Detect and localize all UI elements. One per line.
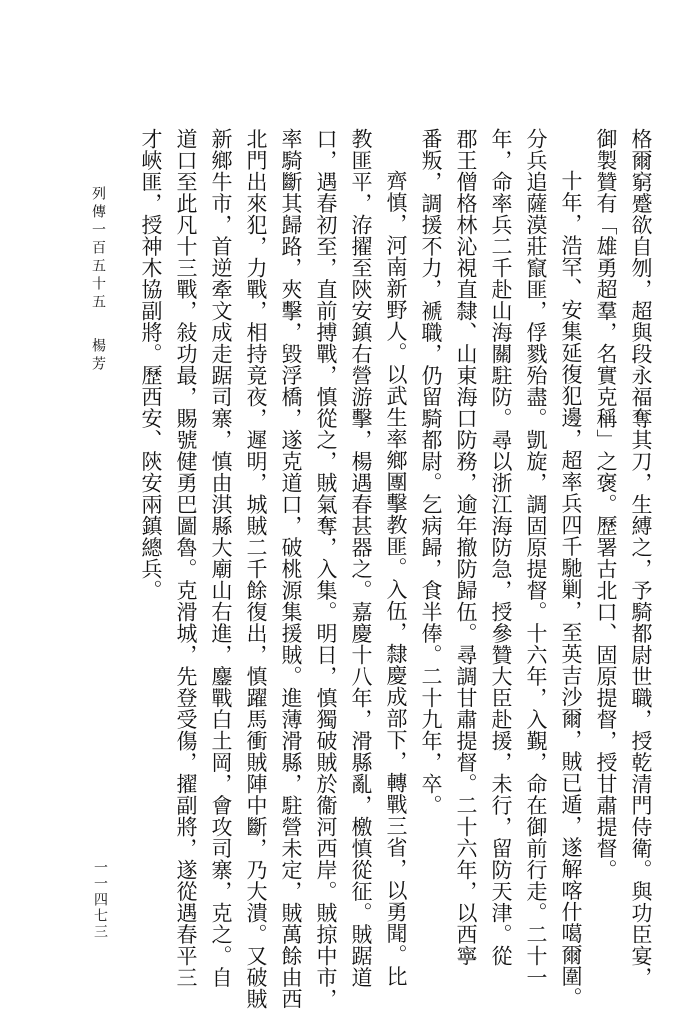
text-column: 北門出來犯，力戰，相持竟夜，遲明，城賊二千餘復出，慎躍馬衝賊陣中斷，乃大潰。又破賊 (244, 128, 268, 1010)
chapter-footer: 列傳一百五十五 (90, 186, 106, 312)
text-column: 口，遇春初至，直前搏戰，慎從之，賊氣奪，入集。明日，慎獨破賊於衞河西岸。賊掠中市， (314, 128, 338, 1010)
text-column: 年，命率兵二千赴山海關駐防。尋以浙江海防急，授參贊大臣赴援，未行，留防天津。從 (489, 128, 513, 967)
text-column: 格爾窮蹙欲自刎，超與段永福奪其刀，生縛之，予騎都尉世職，授乾清門侍衛。與功臣宴， (629, 128, 653, 988)
text-column: 率騎斷其歸路，夾擊，毀浮橋，遂克道口，破桃源集援賊。進薄滑縣，駐營未定，賊萬餘由西 (279, 128, 303, 1010)
text-column: 才峽匪，授神木協副將。歷西安、陝安兩鎮總兵。 (139, 128, 163, 601)
text-column: 郡王僧格林沁視直隸、山東海口防務，逾年撤防歸伍。尋調甘肅提督。二十六年，以西寧 (454, 128, 478, 967)
text-column: 番叛，調援不力，褫職，仍留騎都尉。乞病歸，食半俸。二十九年，卒。 (419, 128, 443, 816)
page-number: 一一四七三 (92, 860, 108, 940)
chapter-footer-names: 楊芳 (90, 338, 106, 374)
text-column: 教匪平，洊擢至陝安鎮右營游擊，楊遇春甚器之。嘉慶十八年，滑縣亂，檄慎從征。賊踞道 (349, 128, 373, 988)
text-column: 十年，浩罕、安集延復犯邊，超率兵四千馳剿，至英吉沙爾，賊已遁，遂解喀什噶爾圍。 (559, 170, 583, 1009)
text-column: 齊慎，河南新野人。以武生率鄉團擊教匪。入伍，隸慶成部下，轉戰三省，以勇聞。比 (384, 170, 408, 987)
text-column: 御製贊有「雄勇超羣，名實克稱」之褒。歷署古北口、固原提督，授甘肅提督。 (594, 128, 618, 881)
text-column: 道口至此凡十三戰，敍功最，賜號健勇巴圖魯。克滑城，先登受傷，擢副將，遂從遇春平三 (174, 128, 198, 988)
text-column: 分兵追薩漠莊竄匪，俘戮殆盡。凱旋，調固原提督。十六年，入覲，命在御前行走。二十一 (524, 128, 548, 988)
text-column: 新鄉牛市，首逆牽文成走踞司寨，慎由淇縣大廟山右進，鏖戰白土岡，會攻司寨，克之。自 (209, 128, 233, 988)
